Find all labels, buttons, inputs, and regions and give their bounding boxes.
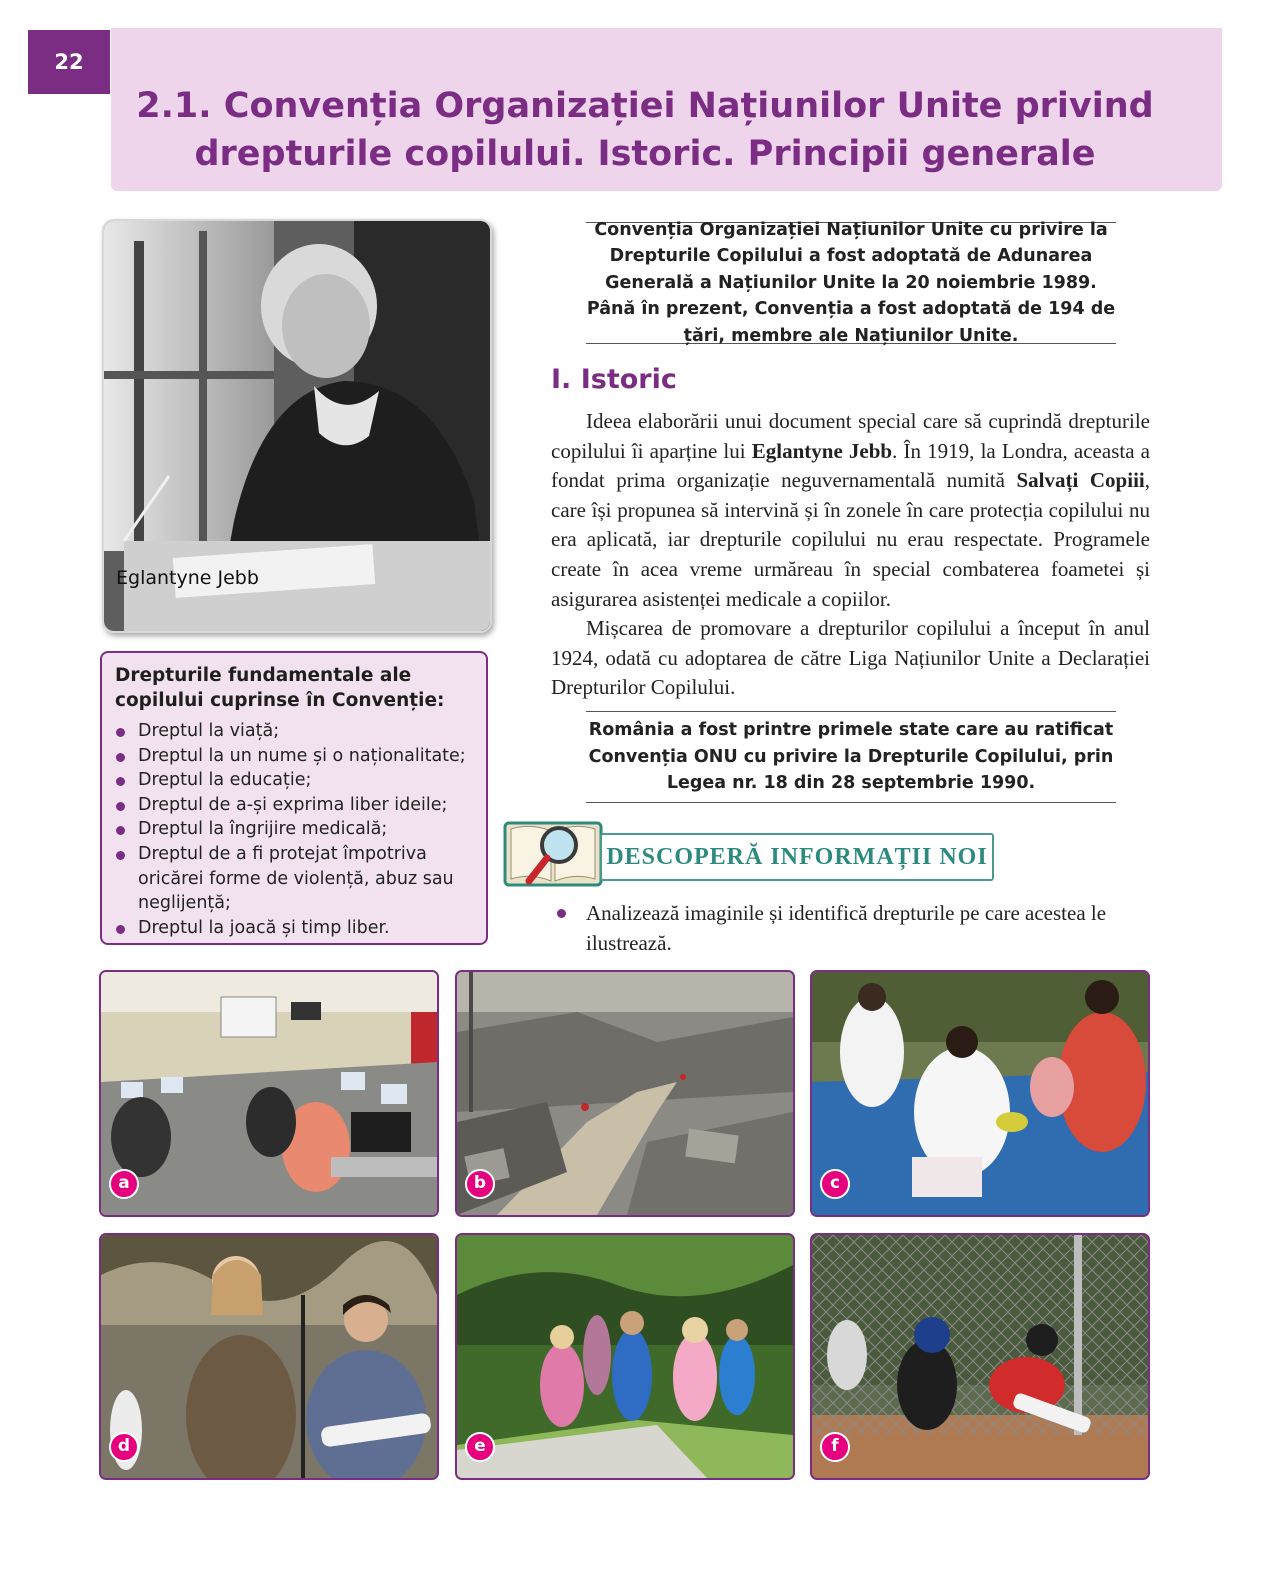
romania-text: România a fost printre primele state care au ratificat Convenția ONU cu privire la Drepturile Copilului, prin Legea nr. 18 din 28 septembrie 1990. [588, 720, 1114, 794]
photo-a-illustration [101, 972, 437, 1215]
book-magnifier-icon [503, 815, 603, 893]
rights-list-item: Dreptul la joacă și timp liber. [112, 916, 480, 941]
paragraph-1-part-b: . În 1919, la Londra, aceasta a fondat prima organizație neguvernamentală numită [551, 438, 1151, 493]
discover-banner: DESCOPERĂ INFORMAȚII NOI [600, 833, 994, 881]
photo-f-illustration [812, 1235, 1148, 1478]
photo-badge-c: c [820, 1169, 850, 1199]
photo-b-illustration [457, 972, 793, 1215]
rights-box [100, 651, 488, 945]
chapter-title-line2: drepturile copilului. Istoric. Principii generale [194, 134, 1096, 174]
rights-list-item: Dreptul la viață; [112, 719, 480, 744]
photo-d-illustration [101, 1235, 437, 1478]
section-body [551, 407, 1150, 703]
rights-list-item: Dreptul de a-și exprima liber ideile; [112, 793, 480, 818]
rights-list [112, 719, 480, 940]
portrait-photo [102, 219, 492, 633]
romania-box [586, 711, 1116, 803]
page-number: 22 [28, 30, 110, 94]
photo-singing [99, 1233, 439, 1480]
photo-badge-b: b [465, 1169, 495, 1199]
paragraph-1-part-c: , care își propunea să intervină și în zonele în care protecția copilului nu era aplicată, iar drepturile copilului nu erau respectate. Programele create în acea vreme urmăreau în special combaterea foametei și asigurarea asistenței medicale a copiilor. [551, 468, 1150, 611]
rights-list-item: Dreptul la îngrijire medicală; [112, 817, 480, 842]
portrait-caption: Eglantyne Jebb [116, 567, 259, 589]
organization-name: Salvați Copiii [1016, 468, 1145, 493]
paragraph-2: Mișcarea de promovare a drepturilor copilului a început în anul 1924, odată cu adoptarea de către Liga Națiunilor Unite a Declarației Drepturilor Copilului. [551, 616, 1150, 700]
photo-badge-d: d [109, 1432, 139, 1462]
intro-box [586, 219, 1116, 346]
rights-list-item: Dreptul la un nume și o naționalitate; [112, 744, 480, 769]
rights-list-item: Dreptul de a fi protejat împotriva oricărei forme de violență, abuz sau neglijență; [112, 842, 480, 916]
photo-badge-a: a [109, 1169, 139, 1199]
photo-e-illustration [457, 1235, 793, 1478]
photo-classroom [99, 970, 439, 1217]
photo-medical-care [810, 970, 1150, 1217]
task-text: Analizează imaginile și identifică drepturile pe care acestea le ilustrează. [553, 898, 1186, 958]
chapter-title-line1: 2.1. Convenția Organizației Națiunilor Unite privind [136, 86, 1154, 126]
paragraph-1-part-a: Ideea elaborării unui document special care să cuprindă drepturile copilului îi aparține lui [551, 409, 1150, 463]
section-heading: I. Istoric [551, 364, 677, 395]
chapter-title [130, 82, 1160, 178]
rights-list-item: Dreptul la educație; [112, 768, 480, 793]
paragraph-1 [551, 407, 1150, 614]
founder-name: Eglantyne Jebb [751, 438, 893, 463]
rights-box-title: Drepturile fundamentale ale copilului cuprinse în Convenție: [115, 665, 445, 711]
photo-rubble [455, 970, 795, 1217]
photo-children-walking [455, 1233, 795, 1480]
photo-badge-e: e [465, 1432, 495, 1462]
photo-badge-f: f [820, 1432, 850, 1462]
photo-baseball [810, 1233, 1150, 1480]
photo-c-illustration [812, 972, 1148, 1215]
intro-text: Convenția Organizației Națiunilor Unite cu privire la Drepturile Copilului a fost adoptată de Adunarea Generală a Națiunilor Unite la 20 noiembrie 1989. Până în prezent, Convenția a fost adoptată de 194 de țări, membre ale Națiunilor Unite. [586, 219, 1116, 346]
